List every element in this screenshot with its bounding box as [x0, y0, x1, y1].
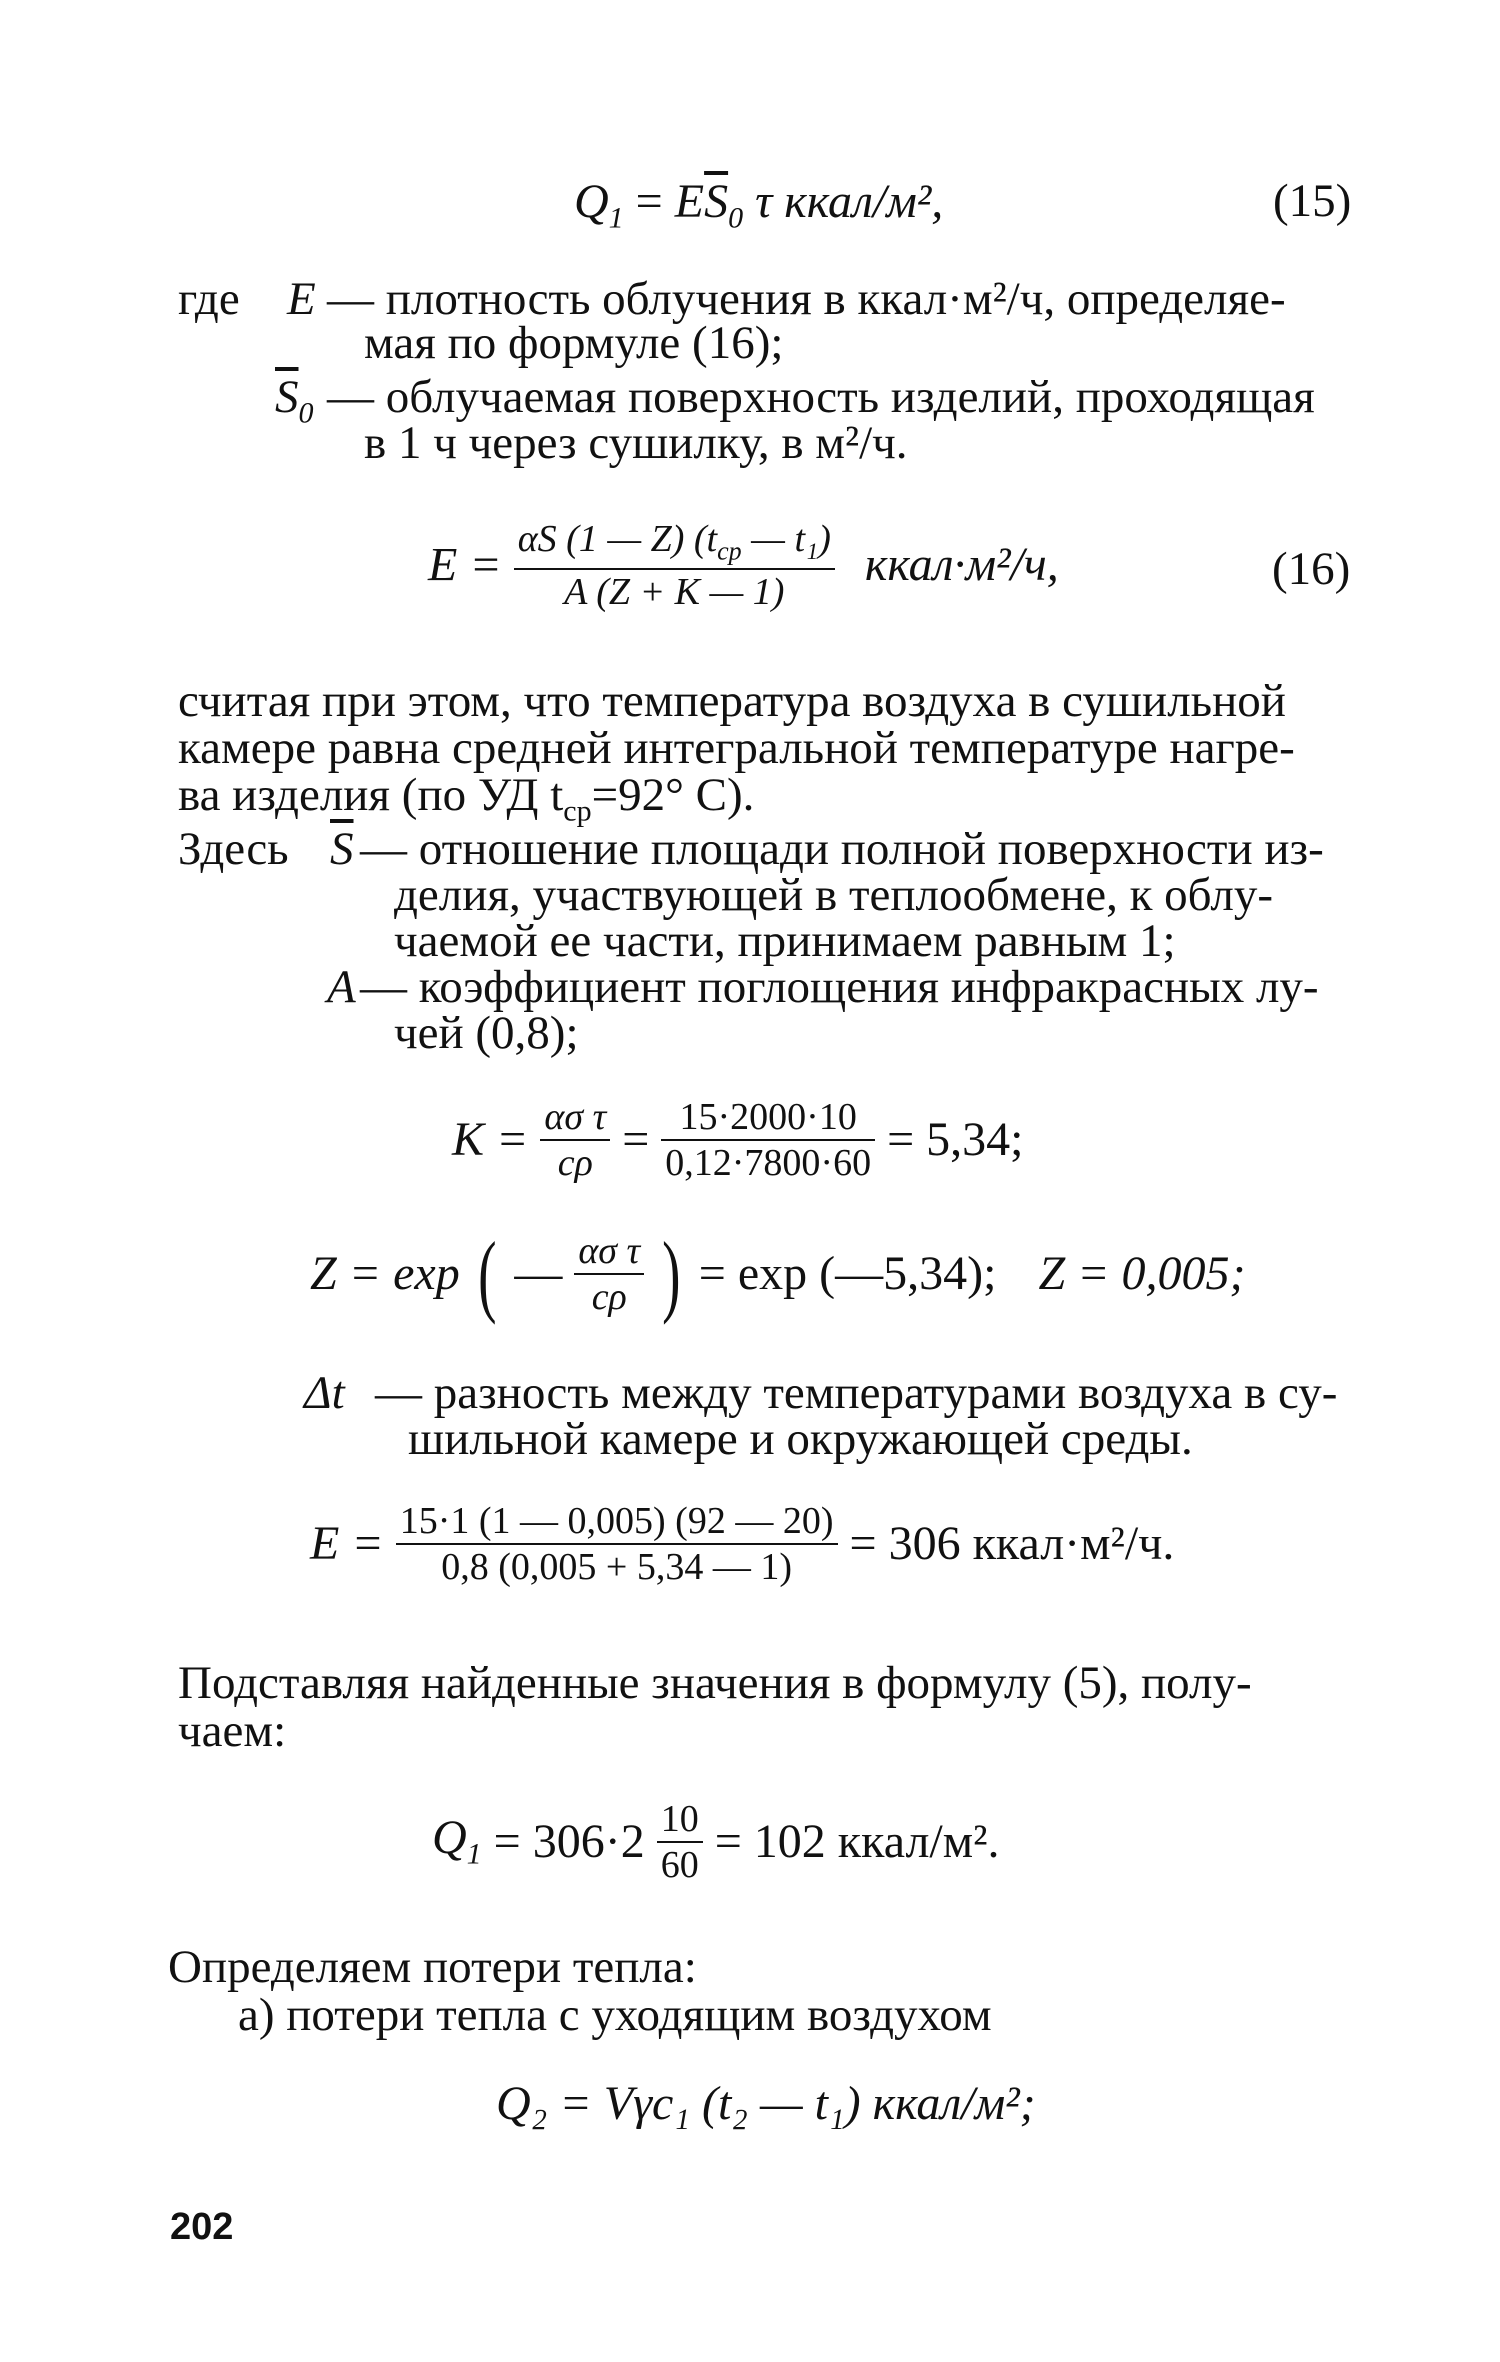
- equation-Q1: $Q_1 = 306\cdot 2$ $\frac{10}{60}$ = 102 ккал/м².: [432, 1798, 1000, 1886]
- equation-Q2: Q₂ = Vγc₁ (t₂ — t₁) ккал/м²;: [496, 2077, 1036, 2130]
- definition-S0-line-2: в 1 ч через сушилку, в м²/ч.: [364, 417, 908, 469]
- here-label: Здесь: [178, 823, 289, 875]
- where-label: где: [178, 273, 240, 325]
- definition-S-line-1: — отношение площади полной поверхности из-: [360, 823, 1324, 875]
- equation-K: K = $\frac{\text{ασ τ}}{c\rho}$ = $\frac{15\cdot 2000\cdot 10}{0,12\cdot 7800\cdot 60}$ = 5,34;: [452, 1096, 1024, 1184]
- symbol-delta-t: Δt: [304, 1367, 345, 1419]
- paragraph-3-line-2: а) потери тепла с уходящим воздухом: [238, 1989, 992, 2041]
- definition-S-line-2: делия, участвующей в теплообмене, к облу-: [394, 869, 1274, 921]
- equation-number-16: (16): [1272, 543, 1351, 595]
- symbol-S0: $\overline{S}_0$: [275, 371, 314, 430]
- paragraph-1-line-1: считая при этом, что температура воздуха в сушильной: [178, 675, 1286, 727]
- definition-E-line-2: мая по формуле (16);: [364, 317, 784, 369]
- equation-E-numeric: E = $\frac{15\cdot 1 (1 — 0,005) (92 — 20)}{0,8 (0,005 + 5,34 — 1)}$ = 306 ккал·м²/ч.: [310, 1500, 1175, 1588]
- paragraph-2-line-2: чаем:: [178, 1705, 287, 1757]
- definition-S0-line-1: — облучаемая поверхность изделий, проходящая: [327, 371, 1315, 423]
- definition-A-line-2: чей (0,8);: [394, 1007, 579, 1059]
- page-number: 202: [170, 2206, 234, 2248]
- definition-delta-t-line-2: шильной камере и окружающей среды.: [408, 1413, 1193, 1465]
- equation-number-15: (15): [1273, 175, 1352, 227]
- paragraph-3-line-1: Определяем потери тепла:: [168, 1941, 697, 1993]
- equation-16: E = $\frac{\alpha S (1 — Z) (t_{ср} — t_1)}{A (Z + K — 1)}$ ккал·м²/ч,: [428, 518, 1059, 613]
- definition-A-line-1: — коэффициент поглощения инфракрасных лу-: [360, 961, 1319, 1013]
- symbol-S: $\overline{S}$: [330, 823, 354, 875]
- definition-delta-t-line-1: — разность между температурами воздуха в су-: [375, 1367, 1338, 1419]
- symbol-A: A: [327, 961, 356, 1013]
- symbol-E: E: [287, 273, 316, 325]
- paragraph-1-line-3: ва изделия (по УД $t_{ср}=92^\circ$ С).: [178, 769, 755, 828]
- definition-S-line-3: чаемой ее части, принимаем равным 1;: [394, 915, 1176, 967]
- equation-15: $Q_1 = E\overline{S}_0$ τ ккал/м²,: [574, 175, 944, 235]
- equation-Z: Z = exp ( — $\frac{\text{ασ τ}}{c\rho}$ ) = exp (—5,34); Z = 0,005;: [310, 1223, 1246, 1325]
- paragraph-2-line-1: Подставляя найденные значения в формулу (5), полу-: [178, 1657, 1252, 1709]
- paragraph-1-line-2: камере равна средней интегральной температуре нагре-: [178, 722, 1295, 774]
- definition-E-line-1: — плотность облучения в ккал·м²/ч, определяе-: [327, 273, 1286, 325]
